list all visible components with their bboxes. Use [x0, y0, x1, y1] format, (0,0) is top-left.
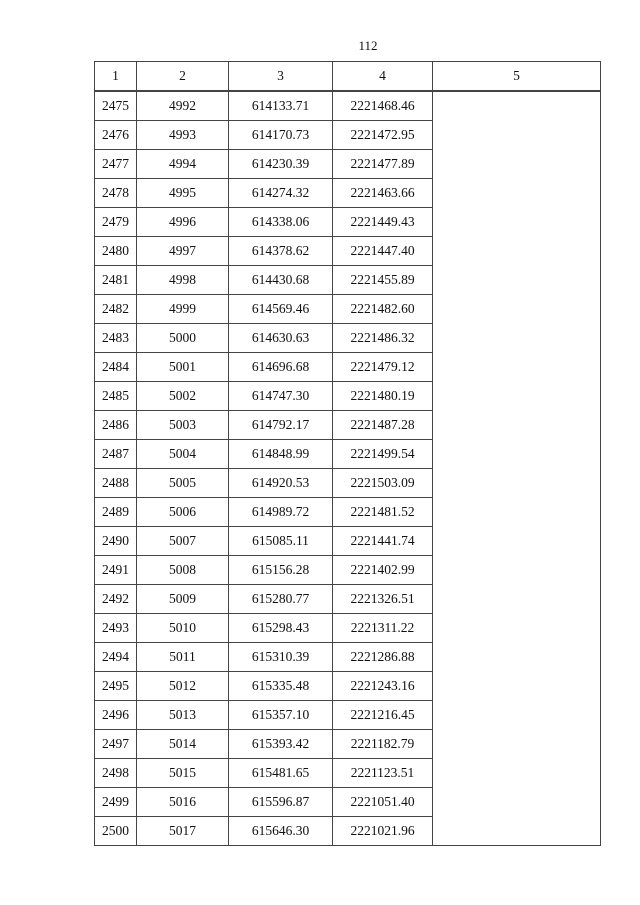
table-cell-col5 — [433, 672, 601, 701]
table-row — [95, 585, 601, 614]
table-cell-col3: 614338.06 — [229, 208, 333, 237]
table-cell-col3: 615335.48 — [229, 672, 333, 701]
table-row — [95, 266, 601, 295]
table-cell-col3: 615393.42 — [229, 730, 333, 759]
table-row — [95, 614, 601, 643]
table-cell-col3: 614230.39 — [229, 150, 333, 179]
page-number: 112 — [358, 38, 378, 53]
table-cell-col5 — [433, 150, 601, 179]
table-row — [95, 324, 601, 353]
table-cell-col4: 2221243.16 — [333, 672, 433, 701]
table-cell-col1: 2500 — [95, 817, 137, 846]
table-cell-col1: 2494 — [95, 643, 137, 672]
table-row — [95, 353, 601, 382]
table-cell-col1: 2491 — [95, 556, 137, 585]
coordinates-table — [94, 61, 601, 846]
table-cell-col4: 2221482.60 — [333, 295, 433, 324]
table-cell-col3: 615646.30 — [229, 817, 333, 846]
table-row — [95, 730, 601, 759]
table-cell-col1: 2483 — [95, 324, 137, 353]
table-cell-col4: 2221455.89 — [333, 266, 433, 295]
table-cell-col2: 5013 — [137, 701, 229, 730]
table-row — [95, 701, 601, 730]
table-row — [95, 672, 601, 701]
table-cell-col2: 5002 — [137, 382, 229, 411]
table-cell-col2: 5007 — [137, 527, 229, 556]
table-cell-col5 — [433, 527, 601, 556]
table-cell-col2: 5008 — [137, 556, 229, 585]
table-cell-col1: 2487 — [95, 440, 137, 469]
table-cell-col4: 2221182.79 — [333, 730, 433, 759]
table-cell-col1: 2488 — [95, 469, 137, 498]
table-cell-col3: 615357.10 — [229, 701, 333, 730]
table-cell-col2: 5004 — [137, 440, 229, 469]
column-header-1: 1 — [95, 62, 137, 92]
table-cell-col4: 2221499.54 — [333, 440, 433, 469]
table-cell-col5 — [433, 556, 601, 585]
table-cell-col3: 615481.65 — [229, 759, 333, 788]
table-cell-col4: 2221486.32 — [333, 324, 433, 353]
table-cell-col2: 5017 — [137, 817, 229, 846]
table-cell-col1: 2499 — [95, 788, 137, 817]
table-cell-col4: 2221481.52 — [333, 498, 433, 527]
table-cell-col1: 2479 — [95, 208, 137, 237]
table-cell-col1: 2495 — [95, 672, 137, 701]
table-cell-col3: 615280.77 — [229, 585, 333, 614]
table-row — [95, 237, 601, 266]
table-row — [95, 788, 601, 817]
table-row — [95, 759, 601, 788]
table-cell-col4: 2221021.96 — [333, 817, 433, 846]
table-cell-col4: 2221487.28 — [333, 411, 433, 440]
table-cell-col3: 614274.32 — [229, 179, 333, 208]
table-cell-col5 — [433, 208, 601, 237]
table-cell-col4: 2221479.12 — [333, 353, 433, 382]
column-header-2: 2 — [137, 62, 229, 92]
table-cell-col2: 4997 — [137, 237, 229, 266]
table-cell-col4: 2221051.40 — [333, 788, 433, 817]
table-cell-col3: 615298.43 — [229, 614, 333, 643]
table-cell-col5 — [433, 788, 601, 817]
table-cell-col3: 614747.30 — [229, 382, 333, 411]
table-cell-col1: 2477 — [95, 150, 137, 179]
table-row — [95, 150, 601, 179]
table-cell-col1: 2496 — [95, 701, 137, 730]
table-row — [95, 411, 601, 440]
table-row — [95, 179, 601, 208]
table-cell-col2: 5010 — [137, 614, 229, 643]
table-cell-col1: 2484 — [95, 353, 137, 382]
table-cell-col4: 2221311.22 — [333, 614, 433, 643]
table-cell-col1: 2498 — [95, 759, 137, 788]
table-cell-col2: 4999 — [137, 295, 229, 324]
table-row — [95, 817, 601, 846]
table-cell-col2: 4996 — [137, 208, 229, 237]
table-cell-col4: 2221441.74 — [333, 527, 433, 556]
table-row — [95, 91, 601, 121]
table-cell-col3: 614696.68 — [229, 353, 333, 382]
table-cell-col3: 614848.99 — [229, 440, 333, 469]
table-cell-col5 — [433, 701, 601, 730]
table-cell-col2: 5005 — [137, 469, 229, 498]
table-cell-col2: 5003 — [137, 411, 229, 440]
table-cell-col1: 2497 — [95, 730, 137, 759]
table-cell-col3: 615596.87 — [229, 788, 333, 817]
table-cell-col2: 5000 — [137, 324, 229, 353]
table-cell-col5 — [433, 353, 601, 382]
table-cell-col2: 4998 — [137, 266, 229, 295]
table-cell-col2: 4992 — [137, 91, 229, 121]
table-cell-col3: 614630.63 — [229, 324, 333, 353]
table-cell-col5 — [433, 643, 601, 672]
table-row — [95, 208, 601, 237]
table-cell-col1: 2480 — [95, 237, 137, 266]
table-cell-col1: 2490 — [95, 527, 137, 556]
table-cell-col4: 2221468.46 — [333, 91, 433, 121]
table-cell-col1: 2493 — [95, 614, 137, 643]
table-cell-col4: 2221449.43 — [333, 208, 433, 237]
table-cell-col5 — [433, 440, 601, 469]
table-cell-col2: 5011 — [137, 643, 229, 672]
table-cell-col1: 2475 — [95, 91, 137, 121]
column-header-3: 3 — [229, 62, 333, 92]
table-cell-col5 — [433, 411, 601, 440]
table-cell-col5 — [433, 817, 601, 846]
table-cell-col3: 614430.68 — [229, 266, 333, 295]
table-cell-col5 — [433, 382, 601, 411]
table-cell-col2: 5016 — [137, 788, 229, 817]
table-cell-col2: 5012 — [137, 672, 229, 701]
table-row — [95, 527, 601, 556]
header-row — [95, 62, 601, 92]
table-cell-col2: 4995 — [137, 179, 229, 208]
table-cell-col4: 2221326.51 — [333, 585, 433, 614]
table-cell-col1: 2476 — [95, 121, 137, 150]
table-cell-col2: 4994 — [137, 150, 229, 179]
table-cell-col3: 614792.17 — [229, 411, 333, 440]
table-cell-col5 — [433, 295, 601, 324]
table-cell-col1: 2486 — [95, 411, 137, 440]
table-row — [95, 440, 601, 469]
table-cell-col3: 614989.72 — [229, 498, 333, 527]
table-cell-col4: 2221447.40 — [333, 237, 433, 266]
table-row — [95, 469, 601, 498]
table-cell-col3: 614133.71 — [229, 91, 333, 121]
table-row — [95, 382, 601, 411]
table-cell-col3: 614170.73 — [229, 121, 333, 150]
table-cell-col5 — [433, 237, 601, 266]
table-cell-col4: 2221286.88 — [333, 643, 433, 672]
table-cell-col3: 614569.46 — [229, 295, 333, 324]
table-cell-col1: 2478 — [95, 179, 137, 208]
table-cell-col4: 2221503.09 — [333, 469, 433, 498]
table-cell-col5 — [433, 730, 601, 759]
column-header-5: 5 — [433, 62, 601, 92]
table-cell-col2: 5001 — [137, 353, 229, 382]
table-row — [95, 556, 601, 585]
table-cell-col4: 2221402.99 — [333, 556, 433, 585]
table-row — [95, 498, 601, 527]
table-cell-col5 — [433, 585, 601, 614]
table-body — [95, 91, 601, 846]
table-cell-col1: 2485 — [95, 382, 137, 411]
table-row — [95, 121, 601, 150]
column-header-4: 4 — [333, 62, 433, 92]
table-cell-col5 — [433, 324, 601, 353]
table-cell-col3: 615310.39 — [229, 643, 333, 672]
table-cell-col5 — [433, 614, 601, 643]
table-cell-col3: 615085.11 — [229, 527, 333, 556]
table-cell-col4: 2221477.89 — [333, 150, 433, 179]
table-cell-col5 — [433, 469, 601, 498]
table-row — [95, 643, 601, 672]
table-cell-col2: 4993 — [137, 121, 229, 150]
table-cell-col4: 2221123.51 — [333, 759, 433, 788]
table-cell-col2: 5014 — [137, 730, 229, 759]
table-cell-col5 — [433, 498, 601, 527]
table-cell-col3: 614920.53 — [229, 469, 333, 498]
table-cell-col2: 5009 — [137, 585, 229, 614]
table-cell-col1: 2481 — [95, 266, 137, 295]
table-row — [95, 295, 601, 324]
table-cell-col1: 2482 — [95, 295, 137, 324]
table-cell-col5 — [433, 179, 601, 208]
table-cell-col1: 2489 — [95, 498, 137, 527]
table-cell-col4: 2221463.66 — [333, 179, 433, 208]
table-cell-col5 — [433, 91, 601, 121]
table-cell-col2: 5015 — [137, 759, 229, 788]
table-cell-col4: 2221216.45 — [333, 701, 433, 730]
table-cell-col4: 2221480.19 — [333, 382, 433, 411]
table-cell-col3: 614378.62 — [229, 237, 333, 266]
table-cell-col2: 5006 — [137, 498, 229, 527]
table-cell-col1: 2492 — [95, 585, 137, 614]
table-cell-col5 — [433, 759, 601, 788]
table-header — [95, 62, 601, 92]
table-cell-col4: 2221472.95 — [333, 121, 433, 150]
table-cell-col3: 615156.28 — [229, 556, 333, 585]
table-cell-col5 — [433, 266, 601, 295]
table-cell-col5 — [433, 121, 601, 150]
